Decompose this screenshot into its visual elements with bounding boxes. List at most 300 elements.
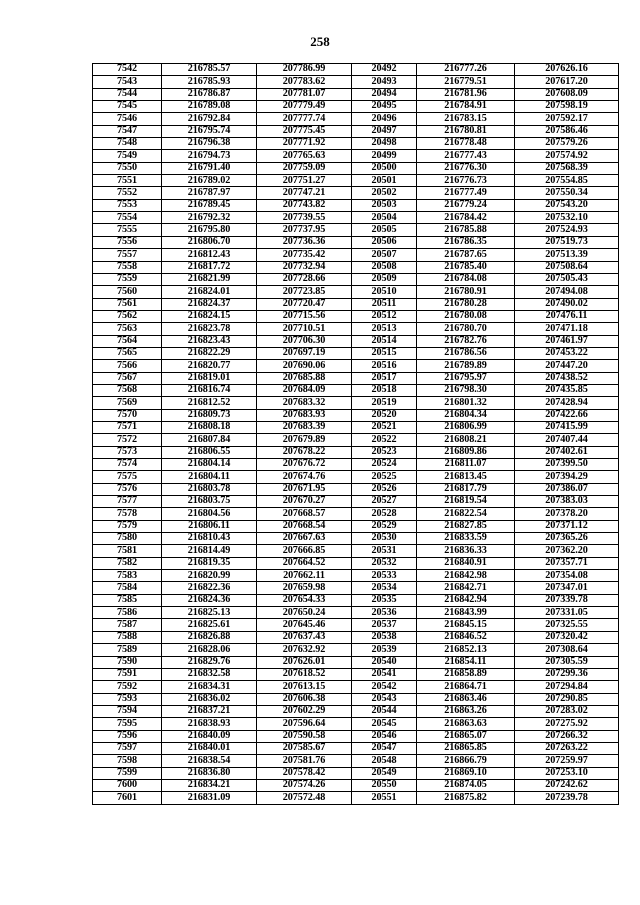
- y-coordinate-left: 207683.39: [257, 421, 352, 433]
- table-row: [93, 360, 619, 372]
- x-coordinate-right: 216833.59: [417, 533, 515, 545]
- x-coordinate-left: 216823.43: [162, 335, 257, 347]
- x-coordinate-left: 216795.80: [162, 224, 257, 236]
- x-coordinate-left: 216822.29: [162, 347, 257, 359]
- table-row: [93, 792, 619, 804]
- table-row: [93, 705, 619, 717]
- y-coordinate-right: 207299.36: [515, 668, 619, 680]
- x-coordinate-right: 216865.07: [417, 730, 515, 742]
- x-coordinate-left: 216792.84: [162, 113, 257, 125]
- point-number-right: 20507: [352, 249, 417, 261]
- point-number-left: 7583: [93, 570, 162, 582]
- table-row: [93, 113, 619, 125]
- table-row: [93, 668, 619, 680]
- y-coordinate-right: 207365.26: [515, 533, 619, 545]
- y-coordinate-left: 207572.48: [257, 792, 352, 804]
- x-coordinate-left: 216821.99: [162, 273, 257, 285]
- y-coordinate-right: 207586.46: [515, 125, 619, 137]
- point-number-left: 7590: [93, 656, 162, 668]
- y-coordinate-right: 207402.61: [515, 446, 619, 458]
- x-coordinate-right: 216781.96: [417, 88, 515, 100]
- y-coordinate-right: 207347.01: [515, 582, 619, 594]
- table-row: [93, 693, 619, 705]
- x-coordinate-right: 216806.99: [417, 421, 515, 433]
- y-coordinate-left: 207735.42: [257, 249, 352, 261]
- x-coordinate-left: 216826.88: [162, 631, 257, 643]
- point-number-right: 20521: [352, 421, 417, 433]
- point-number-left: 7597: [93, 742, 162, 754]
- x-coordinate-left: 216794.73: [162, 150, 257, 162]
- x-coordinate-right: 216875.82: [417, 792, 515, 804]
- table-row: [93, 730, 619, 742]
- x-coordinate-right: 216863.46: [417, 693, 515, 705]
- x-coordinate-right: 216808.21: [417, 434, 515, 446]
- point-number-left: 7567: [93, 372, 162, 384]
- y-coordinate-right: 207422.66: [515, 409, 619, 421]
- y-coordinate-right: 207399.50: [515, 459, 619, 471]
- point-number-left: 7586: [93, 607, 162, 619]
- point-number-left: 7563: [93, 323, 162, 335]
- x-coordinate-right: 216843.99: [417, 607, 515, 619]
- point-number-right: 20514: [352, 335, 417, 347]
- point-number-left: 7582: [93, 557, 162, 569]
- point-number-right: 20493: [352, 76, 417, 88]
- y-coordinate-left: 207697.19: [257, 347, 352, 359]
- x-coordinate-right: 216842.94: [417, 594, 515, 606]
- x-coordinate-left: 216828.06: [162, 644, 257, 656]
- table-row: [93, 594, 619, 606]
- point-number-right: 20530: [352, 533, 417, 545]
- y-coordinate-left: 207743.82: [257, 199, 352, 211]
- y-coordinate-left: 207723.85: [257, 286, 352, 298]
- x-coordinate-right: 216842.98: [417, 570, 515, 582]
- coordinates-table: [92, 63, 619, 805]
- y-coordinate-right: 207308.64: [515, 644, 619, 656]
- x-coordinate-left: 216789.45: [162, 199, 257, 211]
- y-coordinate-left: 207765.63: [257, 150, 352, 162]
- y-coordinate-left: 207581.76: [257, 755, 352, 767]
- point-number-right: 20539: [352, 644, 417, 656]
- y-coordinate-right: 207428.94: [515, 397, 619, 409]
- y-coordinate-left: 207685.88: [257, 372, 352, 384]
- x-coordinate-right: 216776.30: [417, 162, 515, 174]
- x-coordinate-left: 216836.02: [162, 693, 257, 705]
- x-coordinate-left: 216791.40: [162, 162, 257, 174]
- y-coordinate-left: 207786.99: [257, 64, 352, 76]
- table-row: [93, 570, 619, 582]
- x-coordinate-left: 216834.31: [162, 681, 257, 693]
- x-coordinate-right: 216813.45: [417, 471, 515, 483]
- y-coordinate-right: 207554.85: [515, 175, 619, 187]
- table-row: [93, 335, 619, 347]
- point-number-right: 20537: [352, 619, 417, 631]
- y-coordinate-right: 207239.78: [515, 792, 619, 804]
- y-coordinate-right: 207550.34: [515, 187, 619, 199]
- point-number-left: 7552: [93, 187, 162, 199]
- x-coordinate-left: 216789.08: [162, 101, 257, 113]
- y-coordinate-right: 207626.16: [515, 64, 619, 76]
- table-row: [93, 236, 619, 248]
- point-number-left: 7591: [93, 668, 162, 680]
- point-number-left: 7547: [93, 125, 162, 137]
- table-row: [93, 483, 619, 495]
- point-number-left: 7571: [93, 421, 162, 433]
- y-coordinate-right: 207331.05: [515, 607, 619, 619]
- y-coordinate-left: 207715.56: [257, 310, 352, 322]
- x-coordinate-left: 216806.11: [162, 520, 257, 532]
- y-coordinate-left: 207781.07: [257, 88, 352, 100]
- y-coordinate-right: 207598.19: [515, 101, 619, 113]
- y-coordinate-left: 207771.92: [257, 138, 352, 150]
- y-coordinate-right: 207617.20: [515, 76, 619, 88]
- y-coordinate-left: 207613.15: [257, 681, 352, 693]
- y-coordinate-left: 207637.43: [257, 631, 352, 643]
- y-coordinate-right: 207592.17: [515, 113, 619, 125]
- point-number-left: 7577: [93, 496, 162, 508]
- x-coordinate-right: 216845.15: [417, 619, 515, 631]
- x-coordinate-right: 216784.91: [417, 101, 515, 113]
- point-number-right: 20545: [352, 718, 417, 730]
- point-number-right: 20516: [352, 360, 417, 372]
- point-number-right: 20518: [352, 384, 417, 396]
- table-row: [93, 175, 619, 187]
- point-number-right: 20494: [352, 88, 417, 100]
- point-number-right: 20492: [352, 64, 417, 76]
- x-coordinate-right: 216801.32: [417, 397, 515, 409]
- x-coordinate-left: 216840.09: [162, 730, 257, 742]
- x-coordinate-right: 216865.85: [417, 742, 515, 754]
- table-row: [93, 520, 619, 532]
- table-row: [93, 459, 619, 471]
- y-coordinate-right: 207608.09: [515, 88, 619, 100]
- x-coordinate-right: 216819.54: [417, 496, 515, 508]
- coordinates-table-body: [93, 64, 619, 805]
- y-coordinate-left: 207706.30: [257, 335, 352, 347]
- x-coordinate-right: 216804.34: [417, 409, 515, 421]
- y-coordinate-left: 207664.52: [257, 557, 352, 569]
- point-number-right: 20551: [352, 792, 417, 804]
- table-row: [93, 384, 619, 396]
- table-row: [93, 471, 619, 483]
- point-number-left: 7581: [93, 545, 162, 557]
- x-coordinate-left: 216825.13: [162, 607, 257, 619]
- table-row: [93, 496, 619, 508]
- x-coordinate-left: 216789.02: [162, 175, 257, 187]
- x-coordinate-right: 216863.63: [417, 718, 515, 730]
- x-coordinate-right: 216777.49: [417, 187, 515, 199]
- y-coordinate-left: 207606.38: [257, 693, 352, 705]
- y-coordinate-left: 207751.27: [257, 175, 352, 187]
- table-row: [93, 76, 619, 88]
- table-row: [93, 619, 619, 631]
- point-number-left: 7589: [93, 644, 162, 656]
- table-row: [93, 224, 619, 236]
- y-coordinate-right: 207266.32: [515, 730, 619, 742]
- x-coordinate-left: 216795.74: [162, 125, 257, 137]
- x-coordinate-right: 216784.42: [417, 212, 515, 224]
- point-number-left: 7580: [93, 533, 162, 545]
- x-coordinate-right: 216780.70: [417, 323, 515, 335]
- point-number-left: 7576: [93, 483, 162, 495]
- table-row: [93, 298, 619, 310]
- x-coordinate-right: 216836.33: [417, 545, 515, 557]
- table-row: [93, 372, 619, 384]
- table-row: [93, 681, 619, 693]
- point-number-right: 20502: [352, 187, 417, 199]
- x-coordinate-left: 216834.21: [162, 779, 257, 791]
- x-coordinate-left: 216814.49: [162, 545, 257, 557]
- table-row: [93, 533, 619, 545]
- x-coordinate-left: 216824.15: [162, 310, 257, 322]
- y-coordinate-left: 207602.29: [257, 705, 352, 717]
- x-coordinate-left: 216820.99: [162, 570, 257, 582]
- y-coordinate-right: 207283.02: [515, 705, 619, 717]
- y-coordinate-left: 207732.94: [257, 261, 352, 273]
- y-coordinate-left: 207736.36: [257, 236, 352, 248]
- x-coordinate-right: 216858.89: [417, 668, 515, 680]
- y-coordinate-right: 207383.03: [515, 496, 619, 508]
- table-row: [93, 347, 619, 359]
- table-row: [93, 582, 619, 594]
- x-coordinate-left: 216819.35: [162, 557, 257, 569]
- table-row: [93, 273, 619, 285]
- x-coordinate-right: 216786.35: [417, 236, 515, 248]
- point-number-left: 7572: [93, 434, 162, 446]
- point-number-left: 7596: [93, 730, 162, 742]
- table-row: [93, 767, 619, 779]
- y-coordinate-right: 207242.62: [515, 779, 619, 791]
- point-number-right: 20517: [352, 372, 417, 384]
- table-row: [93, 446, 619, 458]
- y-coordinate-right: 207476.11: [515, 310, 619, 322]
- x-coordinate-left: 216804.11: [162, 471, 257, 483]
- point-number-right: 20525: [352, 471, 417, 483]
- y-coordinate-left: 207667.63: [257, 533, 352, 545]
- table-row: [93, 286, 619, 298]
- y-coordinate-left: 207662.11: [257, 570, 352, 582]
- point-number-right: 20528: [352, 508, 417, 520]
- y-coordinate-left: 207659.98: [257, 582, 352, 594]
- y-coordinate-left: 207739.55: [257, 212, 352, 224]
- point-number-right: 20543: [352, 693, 417, 705]
- x-coordinate-left: 216840.01: [162, 742, 257, 754]
- y-coordinate-right: 207362.20: [515, 545, 619, 557]
- table-row: [93, 631, 619, 643]
- point-number-left: 7544: [93, 88, 162, 100]
- point-number-left: 7556: [93, 236, 162, 248]
- x-coordinate-right: 216846.52: [417, 631, 515, 643]
- point-number-left: 7578: [93, 508, 162, 520]
- y-coordinate-left: 207668.54: [257, 520, 352, 532]
- x-coordinate-left: 216792.32: [162, 212, 257, 224]
- table-row: [93, 607, 619, 619]
- x-coordinate-right: 216817.79: [417, 483, 515, 495]
- point-number-left: 7573: [93, 446, 162, 458]
- point-number-left: 7559: [93, 273, 162, 285]
- x-coordinate-left: 216808.18: [162, 421, 257, 433]
- point-number-left: 7593: [93, 693, 162, 705]
- x-coordinate-right: 216840.91: [417, 557, 515, 569]
- y-coordinate-right: 207259.97: [515, 755, 619, 767]
- point-number-right: 20529: [352, 520, 417, 532]
- table-row: [93, 779, 619, 791]
- y-coordinate-left: 207690.06: [257, 360, 352, 372]
- y-coordinate-right: 207263.22: [515, 742, 619, 754]
- y-coordinate-left: 207779.49: [257, 101, 352, 113]
- y-coordinate-left: 207590.58: [257, 730, 352, 742]
- table-row: [93, 162, 619, 174]
- point-number-right: 20508: [352, 261, 417, 273]
- x-coordinate-right: 216866.79: [417, 755, 515, 767]
- x-coordinate-right: 216787.65: [417, 249, 515, 261]
- y-coordinate-right: 207494.08: [515, 286, 619, 298]
- y-coordinate-left: 207783.62: [257, 76, 352, 88]
- x-coordinate-left: 216819.01: [162, 372, 257, 384]
- y-coordinate-left: 207759.09: [257, 162, 352, 174]
- table-row: [93, 656, 619, 668]
- table-row: [93, 409, 619, 421]
- y-coordinate-right: 207371.12: [515, 520, 619, 532]
- table-row: [93, 125, 619, 137]
- y-coordinate-right: 207579.26: [515, 138, 619, 150]
- y-coordinate-right: 207490.02: [515, 298, 619, 310]
- x-coordinate-left: 216807.84: [162, 434, 257, 446]
- y-coordinate-right: 207435.85: [515, 384, 619, 396]
- point-number-right: 20498: [352, 138, 417, 150]
- point-number-left: 7561: [93, 298, 162, 310]
- y-coordinate-left: 207676.72: [257, 459, 352, 471]
- x-coordinate-right: 216777.43: [417, 150, 515, 162]
- point-number-right: 20504: [352, 212, 417, 224]
- y-coordinate-right: 207294.84: [515, 681, 619, 693]
- point-number-left: 7601: [93, 792, 162, 804]
- x-coordinate-left: 216824.01: [162, 286, 257, 298]
- x-coordinate-right: 216874.05: [417, 779, 515, 791]
- y-coordinate-left: 207671.95: [257, 483, 352, 495]
- point-number-right: 20532: [352, 557, 417, 569]
- y-coordinate-right: 207415.99: [515, 421, 619, 433]
- x-coordinate-right: 216780.28: [417, 298, 515, 310]
- x-coordinate-right: 216854.11: [417, 656, 515, 668]
- y-coordinate-left: 207654.33: [257, 594, 352, 606]
- x-coordinate-left: 216838.54: [162, 755, 257, 767]
- x-coordinate-right: 216785.88: [417, 224, 515, 236]
- point-number-left: 7555: [93, 224, 162, 236]
- x-coordinate-left: 216785.57: [162, 64, 257, 76]
- y-coordinate-right: 207532.10: [515, 212, 619, 224]
- x-coordinate-left: 216836.80: [162, 767, 257, 779]
- y-coordinate-right: 207320.42: [515, 631, 619, 643]
- point-number-left: 7588: [93, 631, 162, 643]
- x-coordinate-right: 216822.54: [417, 508, 515, 520]
- x-coordinate-right: 216842.71: [417, 582, 515, 594]
- point-number-right: 20550: [352, 779, 417, 791]
- y-coordinate-left: 207650.24: [257, 607, 352, 619]
- point-number-right: 20506: [352, 236, 417, 248]
- x-coordinate-right: 216869.10: [417, 767, 515, 779]
- x-coordinate-left: 216832.58: [162, 668, 257, 680]
- x-coordinate-left: 216817.72: [162, 261, 257, 273]
- table-row: [93, 397, 619, 409]
- table-row: [93, 323, 619, 335]
- table-row: [93, 212, 619, 224]
- y-coordinate-left: 207645.46: [257, 619, 352, 631]
- table-row: [93, 508, 619, 520]
- point-number-left: 7595: [93, 718, 162, 730]
- x-coordinate-right: 216783.15: [417, 113, 515, 125]
- x-coordinate-left: 216804.14: [162, 459, 257, 471]
- y-coordinate-left: 207728.66: [257, 273, 352, 285]
- y-coordinate-left: 207720.47: [257, 298, 352, 310]
- point-number-right: 20526: [352, 483, 417, 495]
- point-number-right: 20501: [352, 175, 417, 187]
- x-coordinate-left: 216838.93: [162, 718, 257, 730]
- x-coordinate-left: 216803.78: [162, 483, 257, 495]
- point-number-right: 20505: [352, 224, 417, 236]
- x-coordinate-right: 216809.86: [417, 446, 515, 458]
- x-coordinate-left: 216824.36: [162, 594, 257, 606]
- point-number-left: 7558: [93, 261, 162, 273]
- point-number-left: 7569: [93, 397, 162, 409]
- x-coordinate-right: 216779.51: [417, 76, 515, 88]
- point-number-right: 20538: [352, 631, 417, 643]
- x-coordinate-right: 216863.26: [417, 705, 515, 717]
- table-row: [93, 88, 619, 100]
- y-coordinate-left: 207678.22: [257, 446, 352, 458]
- x-coordinate-left: 216806.70: [162, 236, 257, 248]
- point-number-left: 7542: [93, 64, 162, 76]
- point-number-left: 7546: [93, 113, 162, 125]
- point-number-right: 20536: [352, 607, 417, 619]
- y-coordinate-left: 207668.57: [257, 508, 352, 520]
- point-number-left: 7557: [93, 249, 162, 261]
- y-coordinate-right: 207461.97: [515, 335, 619, 347]
- x-coordinate-right: 216777.26: [417, 64, 515, 76]
- y-coordinate-right: 207357.71: [515, 557, 619, 569]
- point-number-left: 7598: [93, 755, 162, 767]
- table-row: [93, 249, 619, 261]
- y-coordinate-left: 207585.67: [257, 742, 352, 754]
- point-number-right: 20535: [352, 594, 417, 606]
- y-coordinate-right: 207339.78: [515, 594, 619, 606]
- table-row: [93, 545, 619, 557]
- point-number-left: 7565: [93, 347, 162, 359]
- y-coordinate-right: 207524.93: [515, 224, 619, 236]
- y-coordinate-right: 207386.07: [515, 483, 619, 495]
- table-row: [93, 718, 619, 730]
- point-number-left: 7551: [93, 175, 162, 187]
- y-coordinate-right: 207505.43: [515, 273, 619, 285]
- x-coordinate-right: 216798.30: [417, 384, 515, 396]
- table-row: [93, 644, 619, 656]
- point-number-right: 20541: [352, 668, 417, 680]
- y-coordinate-left: 207666.85: [257, 545, 352, 557]
- x-coordinate-left: 216806.55: [162, 446, 257, 458]
- x-coordinate-right: 216827.85: [417, 520, 515, 532]
- y-coordinate-left: 207777.74: [257, 113, 352, 125]
- y-coordinate-right: 207513.39: [515, 249, 619, 261]
- x-coordinate-left: 216786.87: [162, 88, 257, 100]
- point-number-right: 20522: [352, 434, 417, 446]
- point-number-left: 7568: [93, 384, 162, 396]
- point-number-right: 20513: [352, 323, 417, 335]
- point-number-left: 7600: [93, 779, 162, 791]
- table-row: [93, 138, 619, 150]
- point-number-left: 7548: [93, 138, 162, 150]
- point-number-right: 20531: [352, 545, 417, 557]
- y-coordinate-left: 207679.89: [257, 434, 352, 446]
- point-number-right: 20542: [352, 681, 417, 693]
